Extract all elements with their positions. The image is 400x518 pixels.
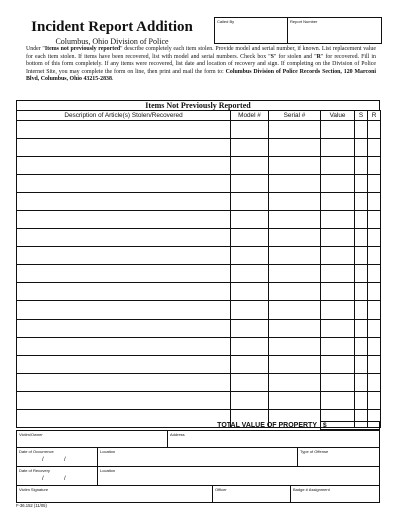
table-row [17, 229, 381, 247]
total-row [16, 421, 380, 430]
serial-cell[interactable] [269, 265, 321, 283]
recovered-checkbox[interactable] [368, 229, 381, 247]
serial-cell[interactable] [269, 121, 321, 139]
model-cell[interactable] [231, 211, 269, 229]
serial-cell[interactable] [269, 337, 321, 355]
recovery-location-field[interactable] [97, 467, 379, 485]
recovered-checkbox[interactable] [368, 211, 381, 229]
recovered-checkbox[interactable] [368, 319, 381, 337]
form-header [12, 18, 212, 47]
recovery-location-label: Location [100, 468, 116, 473]
recovered-checkbox[interactable] [368, 247, 381, 265]
victim-owner-field[interactable] [17, 431, 167, 447]
column-header-value: Value [321, 111, 355, 121]
value-cell[interactable] [321, 265, 355, 283]
address-field[interactable] [167, 431, 379, 447]
description-cell[interactable] [17, 157, 231, 175]
description-cell[interactable] [17, 355, 231, 373]
recovered-checkbox[interactable] [368, 175, 381, 193]
stolen-checkbox[interactable] [355, 265, 368, 283]
date-separator: / [64, 457, 66, 463]
description-cell[interactable] [17, 391, 231, 409]
header-fields [214, 17, 382, 44]
serial-cell[interactable] [269, 175, 321, 193]
table-row [17, 211, 381, 229]
recovered-checkbox[interactable] [368, 355, 381, 373]
report-number-field[interactable] [287, 18, 381, 43]
victim-info-section [16, 430, 380, 503]
column-header-serial: Serial # [269, 111, 321, 121]
model-cell[interactable] [231, 265, 269, 283]
stolen-checkbox[interactable] [355, 301, 368, 319]
table-row [17, 301, 381, 319]
description-cell[interactable] [17, 265, 231, 283]
stolen-checkbox[interactable] [355, 283, 368, 301]
total-value-field[interactable] [320, 421, 380, 430]
value-cell[interactable] [321, 337, 355, 355]
type-of-offense-field[interactable] [297, 448, 379, 466]
stolen-checkbox[interactable] [355, 391, 368, 409]
recovered-checkbox[interactable] [368, 373, 381, 391]
officer-label: Officer [215, 487, 227, 492]
stolen-checkbox[interactable] [355, 319, 368, 337]
serial-cell[interactable] [269, 139, 321, 157]
model-cell[interactable] [231, 175, 269, 193]
model-cell[interactable] [231, 301, 269, 319]
value-cell[interactable] [321, 139, 355, 157]
stolen-checkbox[interactable] [355, 175, 368, 193]
serial-cell[interactable] [269, 157, 321, 175]
form-number: F-36.152 (11/05) [16, 503, 47, 508]
victim-signature-field[interactable] [17, 486, 212, 502]
model-cell[interactable] [231, 319, 269, 337]
occurrence-row [17, 447, 379, 466]
description-cell[interactable] [17, 211, 231, 229]
value-cell[interactable] [321, 193, 355, 211]
badge-assignment-field[interactable] [290, 486, 379, 502]
serial-cell[interactable] [269, 229, 321, 247]
stolen-checkbox[interactable] [355, 373, 368, 391]
occurrence-location-label: Location [100, 449, 116, 454]
report-number-label: Report Number [290, 19, 318, 24]
model-cell[interactable] [231, 337, 269, 355]
value-cell[interactable] [321, 211, 355, 229]
table-row [17, 355, 381, 373]
serial-cell[interactable] [269, 301, 321, 319]
date-separator: / [64, 476, 66, 482]
value-cell[interactable] [321, 121, 355, 139]
signature-row [17, 485, 379, 502]
model-cell[interactable] [231, 355, 269, 373]
form-subtitle: Columbus, Ohio Division of Police [55, 37, 169, 46]
officer-field[interactable] [212, 486, 290, 502]
called-by-field[interactable] [215, 18, 287, 43]
stolen-checkbox[interactable] [355, 211, 368, 229]
value-cell[interactable] [321, 373, 355, 391]
items-table [16, 110, 381, 428]
date-of-occurrence-label: Date of Occurrence [19, 449, 54, 454]
model-cell[interactable] [231, 139, 269, 157]
recovered-checkbox[interactable] [368, 121, 381, 139]
table-row [17, 193, 381, 211]
recovered-checkbox[interactable] [368, 391, 381, 409]
model-cell[interactable] [231, 121, 269, 139]
serial-cell[interactable] [269, 355, 321, 373]
victim-row [17, 431, 379, 447]
table-row [17, 247, 381, 265]
date-separator: / [42, 457, 44, 463]
serial-cell[interactable] [269, 211, 321, 229]
description-cell[interactable] [17, 193, 231, 211]
table-row [17, 121, 381, 139]
serial-cell[interactable] [269, 193, 321, 211]
serial-cell[interactable] [269, 373, 321, 391]
description-cell[interactable] [17, 175, 231, 193]
recovery-row [17, 466, 379, 485]
description-cell[interactable] [17, 337, 231, 355]
total-value-label: TOTAL VALUE OF PROPERTY [217, 422, 317, 429]
instructions-text: Under "Items not previously reported" describe completely each item stolen. Provide model and serial number, if known. List replacement value for each item stolen. If items have been recovered, list with model and serial numbers. Check box "S" for stolen and "R" for recovered. Fill in bottom of this form completely. If any items were recovered, list date and location of recovery and sign. If completing on the Division of Police Internet Site, you may complete the form on line, then print and mail the form to: Columbus Division of Police Records Section, 120 Marconi Blvd, Columbus, Ohio 43215-2838. [26, 46, 376, 83]
model-cell[interactable] [231, 391, 269, 409]
table-row [17, 373, 381, 391]
value-cell[interactable] [321, 391, 355, 409]
value-cell[interactable] [321, 355, 355, 373]
table-row [17, 319, 381, 337]
table-row [17, 157, 381, 175]
badge-assignment-label: Badge # Assignment [293, 487, 330, 492]
description-cell[interactable] [17, 139, 231, 157]
occurrence-location-field[interactable] [97, 448, 297, 466]
model-cell[interactable] [231, 373, 269, 391]
value-cell[interactable] [321, 247, 355, 265]
mailing-address: Columbus Division of Police Records Section, 120 Marconi Blvd, Columbus, Ohio 43215-2838 [26, 68, 376, 83]
date-of-recovery-label: Date of Recovery [19, 468, 50, 473]
column-header-stolen: S [355, 111, 368, 121]
items-table-title: Items Not Previously Reported [16, 100, 380, 110]
stolen-checkbox[interactable] [355, 157, 368, 175]
description-cell[interactable] [17, 283, 231, 301]
column-header-recovered: R [368, 111, 381, 121]
called-by-label: Called By [217, 19, 235, 24]
table-row [17, 175, 381, 193]
stolen-checkbox[interactable] [355, 121, 368, 139]
table-row [17, 283, 381, 301]
value-cell[interactable] [321, 229, 355, 247]
value-cell[interactable] [321, 301, 355, 319]
description-cell[interactable] [17, 229, 231, 247]
value-cell[interactable] [321, 157, 355, 175]
recovered-checkbox[interactable] [368, 301, 381, 319]
model-cell[interactable] [231, 283, 269, 301]
recovered-checkbox[interactable] [368, 157, 381, 175]
value-cell[interactable] [321, 319, 355, 337]
recovered-checkbox[interactable] [368, 139, 381, 157]
table-row [17, 337, 381, 355]
stolen-checkbox[interactable] [355, 193, 368, 211]
recovered-checkbox[interactable] [368, 337, 381, 355]
stolen-checkbox[interactable] [355, 337, 368, 355]
serial-cell[interactable] [269, 391, 321, 409]
victim-signature-label: Victim Signature [19, 487, 49, 492]
recovered-checkbox[interactable] [368, 193, 381, 211]
stolen-checkbox[interactable] [355, 247, 368, 265]
description-cell[interactable] [17, 121, 231, 139]
model-cell[interactable] [231, 247, 269, 265]
value-cell[interactable] [321, 175, 355, 193]
serial-cell[interactable] [269, 283, 321, 301]
date-separator: / [42, 476, 44, 482]
form-title: Incident Report Addition [31, 19, 193, 35]
model-cell[interactable] [231, 193, 269, 211]
description-cell[interactable] [17, 301, 231, 319]
type-of-offense-label: Type of Offense [300, 449, 329, 454]
items-table-header-row [17, 111, 381, 121]
value-cell[interactable] [321, 283, 355, 301]
items-table-body [17, 121, 381, 428]
date-of-occurrence-field[interactable] [17, 448, 97, 466]
table-row [17, 265, 381, 283]
date-of-recovery-field[interactable] [17, 467, 97, 485]
serial-cell[interactable] [269, 247, 321, 265]
victim-owner-label: Victim/Owner [19, 432, 43, 437]
serial-cell[interactable] [269, 319, 321, 337]
stolen-checkbox[interactable] [355, 355, 368, 373]
column-header-description: Description of Article(s) Stolen/Recovered [17, 111, 231, 121]
currency-symbol: $ [323, 422, 327, 429]
recovered-checkbox[interactable] [368, 283, 381, 301]
table-row [17, 391, 381, 409]
model-cell[interactable] [231, 229, 269, 247]
recovered-checkbox[interactable] [368, 265, 381, 283]
table-row [17, 139, 381, 157]
description-cell[interactable] [17, 247, 231, 265]
address-label: Address [170, 432, 185, 437]
description-cell[interactable] [17, 373, 231, 391]
stolen-checkbox[interactable] [355, 139, 368, 157]
description-cell[interactable] [17, 319, 231, 337]
column-header-model: Model # [231, 111, 269, 121]
model-cell[interactable] [231, 157, 269, 175]
stolen-checkbox[interactable] [355, 229, 368, 247]
